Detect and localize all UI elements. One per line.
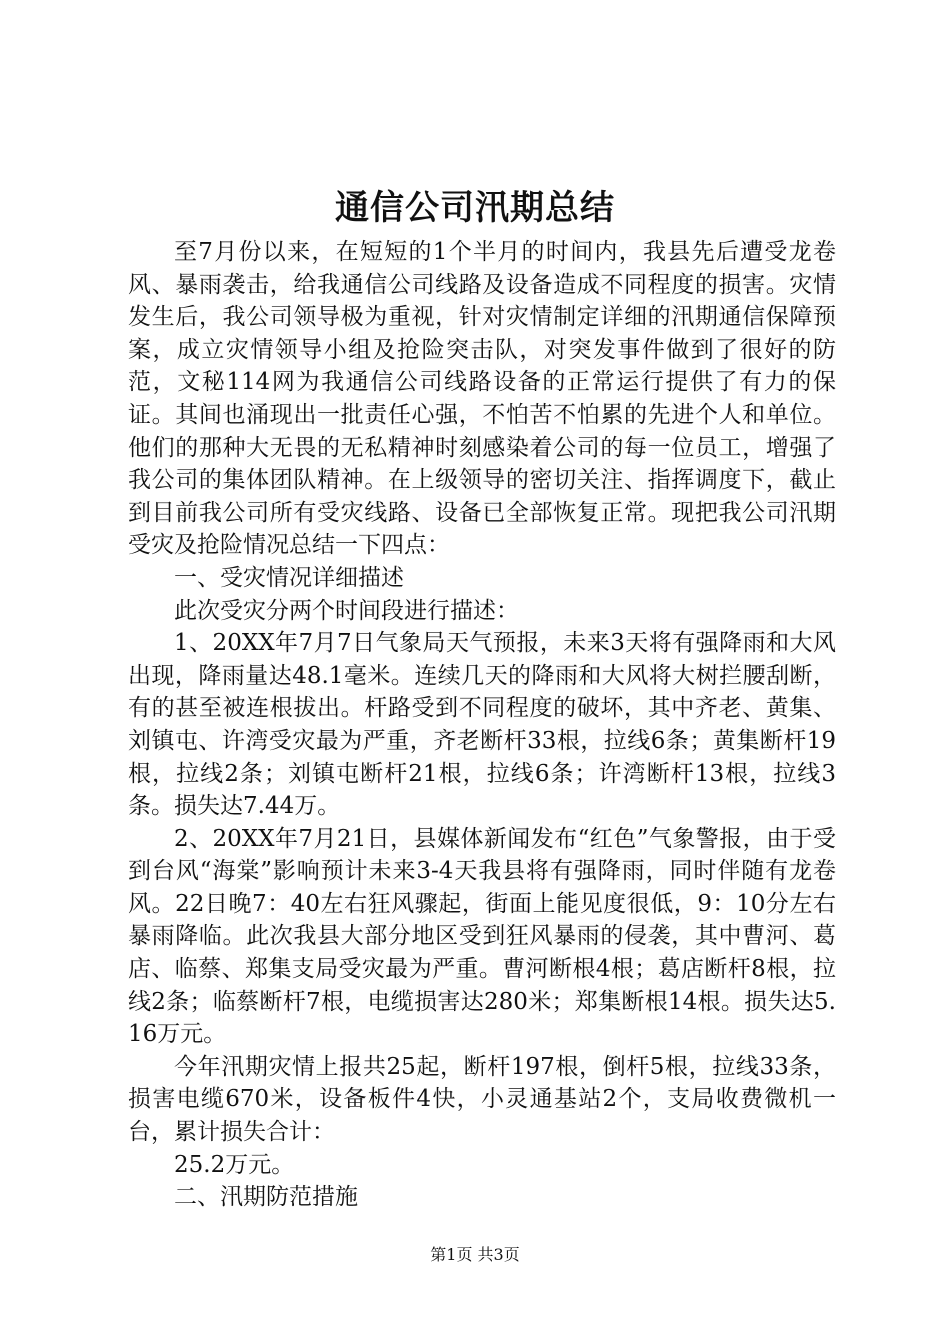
document-title: 通信公司汛期总结 [335, 188, 615, 228]
event-paragraph-2: 2、20XX年7月21日，县媒体新闻发布“红色”气象警报，由于受到台风“海棠”影响预计未来3-4天我县将有强降雨，同时伴随有龙卷风。22日晚7：40左右狂风骤起，街面上能见度很低，9：10分左右暴雨降临。此次我县大部分地区受到狂风暴雨的侵袭，其中曹河、葛店、临蔡、郑集支局受灾最为严重。曹河断根4根；葛店断杆8根，拉线2条；临蔡断杆7根，电缆损害达280米；郑集断根14根。损失达5.16万元。 [128, 825, 836, 1048]
event-paragraph-1: 1、20XX年7月7日气象局天气预报，未来3天将有强降雨和大风出现，降雨量达48.1毫米。连续几天的降雨和大风将大树拦腰刮断，有的甚至被连根拔出。杆路受到不同程度的破坏，其中齐老、黄集、刘镇屯、许湾受灾最为严重，齐老断杆33根，拉线6条；黄集断杆19根，拉线2条；刘镇屯断杆21根，拉线6条；许湾断杆13根，拉线3条。损失达7.44万。 [128, 630, 836, 820]
intro-paragraph: 至7月份以来，在短短的1个半月的时间内，我县先后遭受龙卷风、暴雨袭击，给我通信公司线路及设备造成不同程度的损害。灾情发生后，我公司领导极为重视，针对灾情制定详细的汛期通信保障预案，成立灾情领导小组及抢险突击队，对突发事件做到了很好的防范，文秘114网为我通信公司线路设备的正常运行提供了有力的保证。其间也涌现出一批责任心强，不怕苦不怕累的先进个人和单位。他们的那种大无畏的无私精神时刻感染着公司的每一位员工，增强了我公司的集体团队精神。在上级领导的密切关注、指挥调度下，截止到目前我公司所有受灾线路、设备已全部恢复正常。现把我公司汛期受灾及抢险情况总结一下四点： [128, 239, 836, 559]
summary-paragraph: 今年汛期灾情上报共25起，断杆197根，倒杆5根，拉线33条，损害电缆670米，设备板件4快，小灵通基站2个，支局收费微机一台，累计损失合计： [128, 1053, 836, 1146]
section-heading-1: 一、受灾情况详细描述 [174, 564, 404, 591]
page-footer: 第1页 共3页 [430, 1245, 520, 1264]
total-loss-line: 25.2万元。 [174, 1151, 295, 1178]
document-body [128, 236, 836, 1214]
section-intro: 此次受灾分两个时间段进行描述： [174, 597, 519, 624]
section-heading-2: 二、汛期防范措施 [174, 1184, 358, 1211]
